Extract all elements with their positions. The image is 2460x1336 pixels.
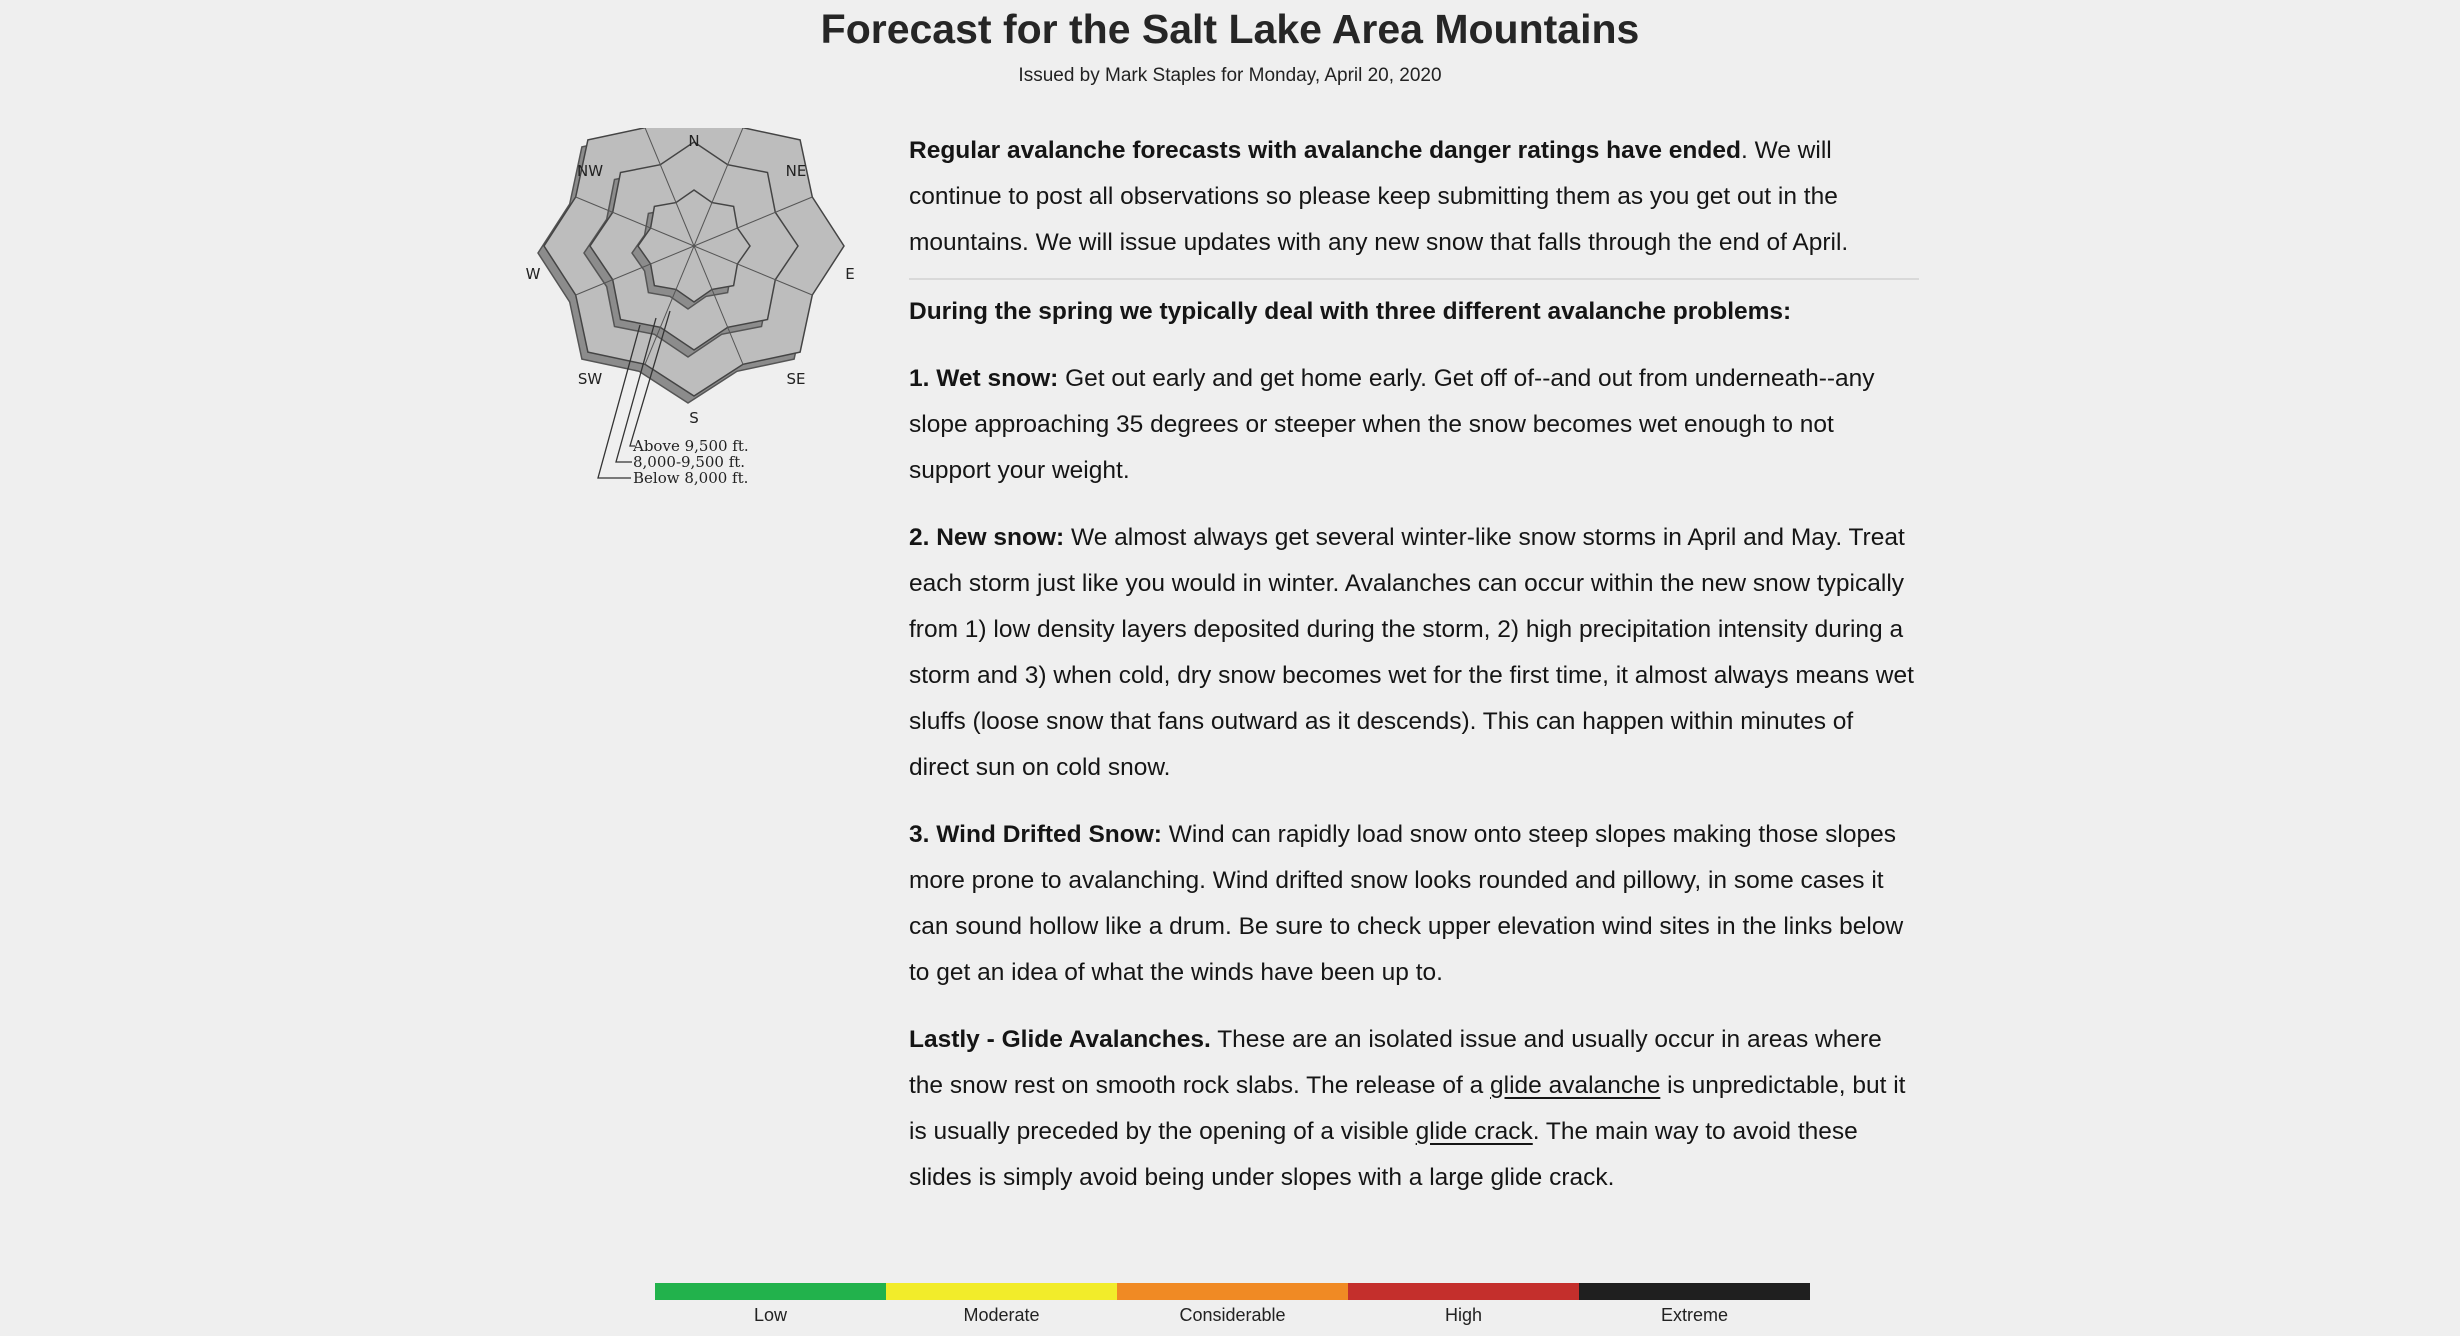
direction-n: N (688, 132, 700, 150)
glide-paragraph (909, 1017, 1919, 1201)
danger-level-high-swatch (1348, 1283, 1579, 1300)
danger-level-moderate-swatch (886, 1283, 1117, 1300)
glide-avalanche-link[interactable]: glide avalanche (1490, 1072, 1661, 1099)
danger-scale-bars (655, 1283, 1810, 1300)
new-snow-text: We almost always get several winter-like snow storms in April and May. Treat each storm just like you would in winter. Avalanches can occur within the new snow typically from 1) low density layers deposited during the storm, 2) high precipitation intensity during a storm and 3) when cold, dry snow becomes wet for the first time, it almost always means wet sluffs (loose snow that fans outward as it descends). This can happen within minutes of direct sun on cold snow. (909, 524, 1914, 781)
direction-ne: NE (785, 162, 807, 180)
glide-label: Lastly - Glide Avalanches. (909, 1026, 1211, 1053)
elevation-label-low: Below 8,000 ft. (633, 469, 749, 487)
elevation-label-mid: 8,000-9,500 ft. (633, 453, 746, 471)
direction-nw: NW (576, 162, 604, 180)
danger-level-considerable-label: Considerable (1179, 1305, 1286, 1325)
danger-level-moderate-label: Moderate (963, 1305, 1040, 1325)
problems-heading (909, 289, 1919, 335)
wind-snow-text: Wind can rapidly load snow onto steep slopes making those slopes more prone to avalanching. Wind drifted snow looks rounded and pillowy, in some cases it can sound hollow like a drum. Be sure to check upper elevation wind sites in the links below to get an idea of what the winds have been up to. (909, 821, 1904, 986)
elevation-label-high: Above 9,500 ft. (633, 437, 749, 455)
direction-se: SE (786, 370, 806, 388)
danger-level-low-swatch (655, 1283, 886, 1300)
wet-snow-text: Get out early and get home early. Get off of--and out from underneath--any slope approaching 35 degrees or steeper when the snow becomes wet enough to not support your weight. (909, 365, 1875, 484)
glide-crack-link[interactable]: glide crack (1415, 1118, 1533, 1145)
direction-sw: SW (577, 370, 603, 388)
danger-level-considerable-swatch (1117, 1283, 1348, 1300)
direction-w: W (525, 265, 541, 283)
danger-level-extreme-label: Extreme (1660, 1305, 1729, 1325)
danger-level-extreme-swatch (1579, 1283, 1810, 1300)
new-snow-paragraph (909, 515, 1919, 791)
page-title: Forecast for the Salt Lake Area Mountains (820, 6, 1640, 52)
problems-heading-text: During the spring we typically deal with three different avalanche problems: (909, 298, 1792, 325)
glide-text-3: . The main way to avoid these slides is simply avoid being under slopes with a large glide crack. (909, 1118, 1858, 1191)
forecast-discussion (909, 128, 1919, 1222)
wet-snow-paragraph (909, 356, 1919, 494)
direction-e: E (845, 265, 855, 283)
danger-level-high-label: High (1444, 1305, 1483, 1325)
glide-text-2: is unpredictable, but it is usually preceded by the opening of a visible (909, 1072, 1906, 1145)
danger-scale (655, 1283, 1810, 1326)
new-snow-label: 2. New snow: (909, 524, 1065, 551)
intro-paragraph (909, 128, 1919, 266)
intro-text: . We will continue to post all observations so please keep submitting them as you get out in the mountains. We will issue updates with any new snow that falls through the end of April. (909, 137, 1849, 256)
section-divider (909, 278, 1919, 280)
intro-bold: Regular avalanche forecasts with avalanche danger ratings have ended (909, 137, 1741, 164)
wet-snow-label: 1. Wet snow: (909, 365, 1059, 392)
aspect-elevation-rose (518, 128, 858, 498)
danger-level-low-label: Low (753, 1305, 788, 1325)
wind-snow-label: 3. Wind Drifted Snow: (909, 821, 1162, 848)
glide-text-1: These are an isolated issue and usually occur in areas where the snow rest on smooth rock slabs. The release of a (909, 1026, 1882, 1099)
direction-s: S (689, 409, 699, 427)
wind-snow-paragraph (909, 812, 1919, 996)
danger-scale-labels (655, 1300, 1810, 1326)
forecast-byline: Issued by Mark Staples for Monday, April 20, 2020 (1018, 65, 1442, 86)
